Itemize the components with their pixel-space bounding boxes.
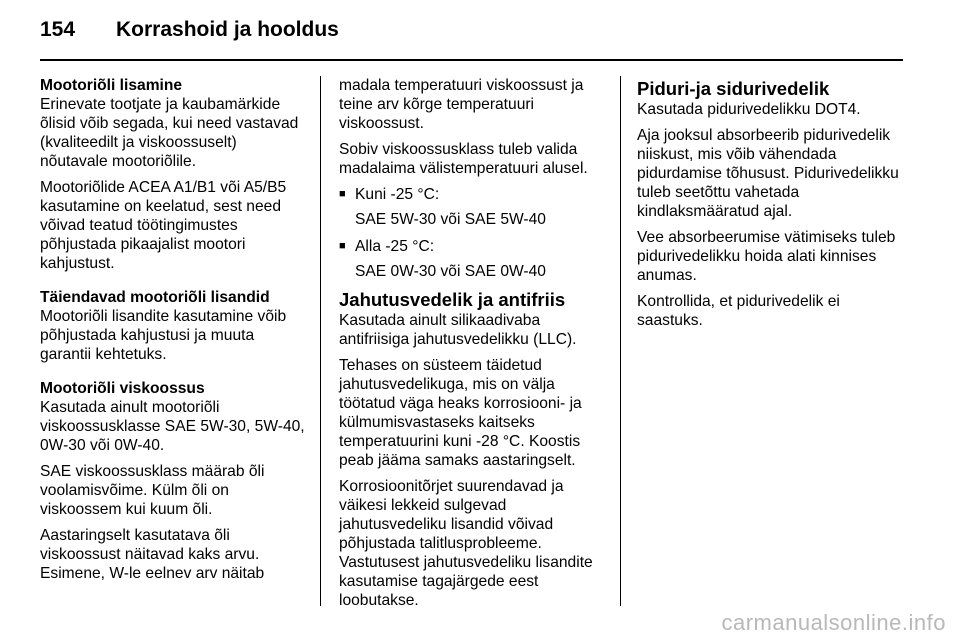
column-3: [637, 76, 907, 337]
section-heading: Jahutusvedelik ja antifriis: [339, 289, 566, 310]
page-title: Korrashoid ja hooldus: [116, 18, 339, 41]
paragraph: Mootoriõlide ACEA A1/B1 või A5/B5 kasutamine on keelatud, sest need võivad teatud töötingimustes põhjustada pikaajalist mootori kahjustust.: [40, 179, 287, 272]
watermark: carmanualsonline.info: [721, 610, 946, 635]
list-item: ■ Alla -25 °C:: [339, 237, 609, 256]
paragraph: Kasutada pidurivedelikku DOT4.: [637, 101, 861, 118]
page-header: [40, 18, 339, 42]
list-item-value: SAE 5W-30 või SAE 5W-40: [355, 211, 546, 228]
list-item: ■ Kuni -25 °C:: [339, 185, 609, 204]
paragraph: Kasutada ainult silikaadivaba antifriisiga jahutusvedelikku (LLC).: [339, 312, 577, 348]
column-divider: [620, 76, 621, 606]
header-rule: [40, 59, 903, 61]
column-1: [40, 76, 308, 590]
section-title: Mootoriõli lisamine: [40, 77, 183, 94]
paragraph: Korrosioonitõrjet suurendavad ja väikesi lekkeid sulgevad jahutusvedeliku lisandid võivad põhjustada talitlusprobleeme. Vastutusest jahutusvedeliku lisandite kasutamise tagajärgede eest loobutakse.: [339, 478, 593, 609]
section-oil-additives: [40, 288, 308, 364]
list-item-value: SAE 0W-30 või SAE 0W-40: [355, 263, 546, 280]
column-divider: [320, 76, 321, 606]
section-title: Täiendavad mootoriõli lisandid: [40, 289, 270, 306]
paragraph: Sobiv viskoossusklass tuleb valida madalaima välistemperatuuri alusel.: [339, 141, 588, 177]
paragraph: Vee absorbeerumise vätimiseks tuleb pidurivedelikku hoida alati kinnises anumas.: [637, 229, 896, 284]
section-title: Mootoriõli viskoossus: [40, 380, 205, 397]
paragraph: Kontrollida, et pidurivedelik ei saastuks.: [637, 293, 840, 329]
paragraph: Aja jooksul absorbeerib pidurivedelik niiskust, mis võib vähendada pidurdamise tõhusust. Pidurivedelikku tuleb seetõttu vahetada kindlaksmääratud ajal.: [637, 127, 899, 220]
page-number: 154: [40, 18, 76, 41]
paragraph: Erinevate tootjate ja kaubamärkide õlisid võib segada, kui need vastavad (kvaliteedilt ja viskoossuselt) nõutavale mootoriõlile.: [40, 96, 299, 170]
paragraph: Tehases on süsteem täidetud jahutusvedelikuga, mis on välja töötatud väga heaks korrosiooni- ja külmumisvastaseks kaitseks temperatuurini kuni -28 °C. Koostis peab jääma samaks aastaringselt.: [339, 357, 582, 469]
section-engine-oil-adding: [40, 76, 308, 273]
paragraph: Aastaringselt kasutatava õli viskoossust näitavad kaks arvu. Esimene, W-le eelnev arv näitab: [40, 527, 265, 582]
paragraph: Kasutada ainult mootoriõli viskoossusklasse SAE 5W-30, 5W-40, 0W-30 või 0W-40.: [40, 399, 305, 454]
column-2: [339, 76, 609, 617]
paragraph: madala temperatuuri viskoossust ja teine arv kõrge temperatuuri viskoossust.: [339, 77, 584, 132]
section-oil-viscosity: [40, 379, 308, 583]
paragraph: Mootoriõli lisandite kasutamine võib põhjustada kahjustusi ja muuta garantii kehtetuks.: [40, 308, 287, 363]
section-heading: Piduri-ja sidurivedelik: [637, 78, 830, 99]
paragraph: SAE viskoossusklass määrab õli voolamisvõime. Külm õli on viskoossem kui kuum õli.: [40, 463, 265, 518]
